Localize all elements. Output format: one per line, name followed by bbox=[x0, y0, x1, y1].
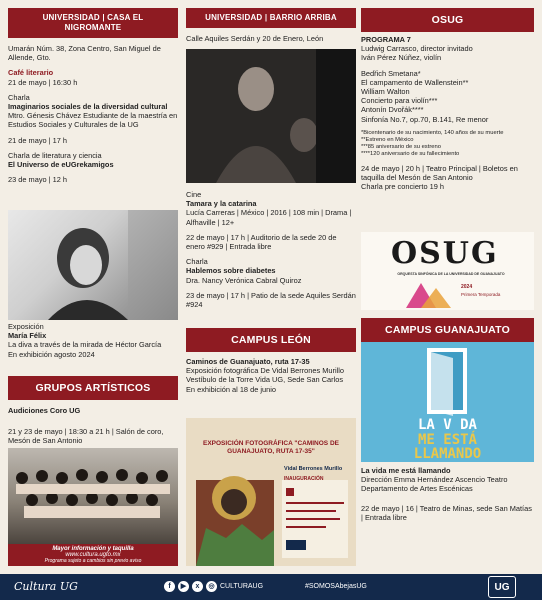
footer-bar bbox=[0, 574, 542, 600]
event-title: Audiciones Coro UG bbox=[8, 406, 81, 415]
film-title: Tamara y la catarina bbox=[186, 199, 257, 209]
osug-logo-banner bbox=[361, 232, 534, 310]
event-date: 23 de mayo | 12 h bbox=[8, 175, 68, 185]
event-date: 21 de mayo | 17 h bbox=[8, 135, 68, 145]
event-date: 21 y 23 de mayo | 18:30 a 21 h | Salón de coro, Mesón de San Antonio bbox=[8, 427, 164, 446]
poster-title-line: LLAMANDO bbox=[413, 446, 482, 462]
play-block bbox=[361, 466, 534, 522]
poster-title bbox=[361, 418, 534, 432]
program-work: William Walton bbox=[361, 87, 410, 97]
choir-caption-bar bbox=[8, 544, 178, 566]
program-title: PROGRAMA 7 bbox=[361, 35, 411, 44]
section-header: UNIVERSIDAD | CASA EL NIGROMANTE bbox=[8, 8, 178, 38]
section-header: UNIVERSIDAD | BARRIO ARRIBA bbox=[186, 8, 356, 28]
program-work: Bedřich Smetana* bbox=[361, 68, 421, 78]
event-description: Mtro. Génesis Chávez Estudiante de la maestría en Estudios Sociales y Culturales de la UG bbox=[8, 111, 178, 130]
event-title: El Universo de eUGrekamigos bbox=[8, 160, 114, 170]
facebook-icon[interactable]: f bbox=[164, 581, 175, 592]
instagram-icon[interactable]: ◎ bbox=[206, 581, 217, 592]
event-kind: Charla de literatura y ciencia bbox=[8, 150, 102, 160]
youtube-icon[interactable]: ▶ bbox=[178, 581, 189, 592]
play-date: 22 de mayo | 16 | Teatro de Minas, sede San Matías | Entrada libre bbox=[361, 503, 532, 522]
ug-logo[interactable]: UG bbox=[488, 576, 516, 598]
poster-title: EXPOSICIÓN FOTOGRÁFICA "CAMINOS DE GUANAJUATO, RUTA 17-35" bbox=[203, 440, 339, 455]
exhibition-title: María Félix bbox=[8, 331, 47, 341]
exhibition-description: Exposición fotográfica De Vidal Berrones Murillo Vestíbulo de la Torre Vida UG, Sede San Carlos bbox=[186, 366, 345, 385]
talk-title: Hablemos sobre diabetes bbox=[186, 266, 276, 276]
event-title: Café literario bbox=[8, 68, 54, 78]
film-date: 22 de mayo | 17 h | Auditorio de la sede 20 de enero #929 | Entrada libre bbox=[186, 232, 337, 252]
address: Umarán Núm. 38, Zona Centro, San Miguel de Allende, Gto. bbox=[8, 44, 161, 63]
exhibition-title: Caminos de Guanajuato, ruta 17-35 bbox=[186, 357, 310, 366]
exhibition-description: La diva a través de la mirada de Héctor García bbox=[8, 340, 162, 350]
film-block bbox=[186, 190, 356, 309]
campus-guanajuato-section bbox=[361, 318, 534, 342]
column-nigromante bbox=[8, 8, 178, 184]
choir-photo bbox=[8, 448, 178, 566]
cultura-ug-logo[interactable]: Cultura UG bbox=[14, 580, 78, 593]
caminos-poster bbox=[186, 418, 356, 566]
note: *Bicentenario de su nacimiento, 140 años de su muerte bbox=[361, 129, 504, 136]
event-date: 21 de mayo | 16:30 h bbox=[8, 77, 78, 87]
poster-title-line: ME ESTÁ bbox=[417, 432, 477, 448]
exhibition-kind: Exposición bbox=[8, 322, 44, 331]
campus-leon-section bbox=[186, 328, 356, 394]
section-header: CAMPUS GUANAJUATO bbox=[361, 318, 534, 342]
film-still-photo bbox=[186, 49, 356, 183]
program-work: Antonín Dvořák**** bbox=[361, 105, 424, 115]
program-performer: Ludwig Carrasco, director invitado bbox=[361, 44, 473, 54]
talk-kind: Charla bbox=[186, 257, 208, 267]
social-handle: CULTURAUG bbox=[220, 583, 264, 590]
film-description: Lucía Carreras | México | 2016 | 108 min | Drama | Alfhaville | 12+ bbox=[186, 208, 352, 227]
grupos-section bbox=[8, 376, 178, 446]
concert-date: 24 de mayo | 20 h | Teatro Principal | Boletos en taquilla del Mesón de San Antonio bbox=[361, 163, 518, 183]
osug-season: Primera Temporada bbox=[461, 292, 501, 297]
section-header: OSUG bbox=[361, 8, 534, 32]
social-links bbox=[164, 581, 263, 592]
play-description: Dirección Emma Hernández Ascencio Teatro Departamento de Artes Escénicas bbox=[361, 475, 508, 494]
osug-logo: OSUG bbox=[391, 236, 499, 271]
note: **Estreno en México bbox=[361, 136, 414, 143]
event-kind: Charla bbox=[8, 92, 30, 102]
column-barrio-arriba bbox=[186, 8, 356, 43]
note: ***85 aniversario de su estreno bbox=[361, 143, 441, 150]
hashtag: #SOMOSAbejasUG bbox=[305, 583, 367, 590]
poster-inauguration: INAUGURACIÓN bbox=[284, 476, 324, 482]
note: ****120 aniversario de su fallecimiento bbox=[361, 150, 460, 157]
osug-year: 2024 bbox=[461, 284, 473, 290]
poster-title-line: LA V DA bbox=[417, 417, 477, 433]
play-title: La vida me está llamando bbox=[361, 466, 451, 475]
play-poster bbox=[361, 342, 534, 462]
program-performer: Iván Pérez Núñez, violín bbox=[361, 53, 442, 63]
event-title: Imaginarios sociales de la diversidad cultural bbox=[8, 102, 168, 112]
film-kind: Cine bbox=[186, 190, 202, 199]
x-icon[interactable]: x bbox=[192, 581, 203, 592]
program-work: El campamento de Wallenstein** bbox=[361, 77, 469, 87]
section-header: CAMPUS LEÓN bbox=[186, 328, 356, 352]
exhibition-block bbox=[8, 322, 178, 359]
exhibition-date: En exhibición agosto 2024 bbox=[8, 349, 95, 359]
program-work: Concierto para violín*** bbox=[361, 96, 438, 106]
choir-caption: Mayor información y taquilla bbox=[52, 546, 134, 552]
talk-date: 23 de mayo | 17 h | Patio de la sede Aquiles Serdán #924 bbox=[186, 290, 356, 310]
poster-author: Vidal Berrones Murillo bbox=[284, 466, 343, 472]
address: Calle Aquiles Serdán y 20 de Enero, León bbox=[186, 34, 324, 43]
choir-link[interactable]: www.cultura.ugto.mx bbox=[65, 552, 121, 558]
program-work: Sinfonía No.7, op.70, B.141, Re menor bbox=[361, 114, 489, 124]
program-notes bbox=[361, 130, 534, 158]
column-osug bbox=[361, 8, 534, 191]
talk-description: Dra. Nancy Verónica Cabral Quiroz bbox=[186, 275, 302, 285]
section-header: GRUPOS ARTÍSTICOS bbox=[8, 376, 178, 400]
maria-felix-photo bbox=[8, 210, 178, 320]
osug-subtitle: ORQUESTA SINFÓNICA DE LA UNIVERSIDAD DE GUANAJUATO bbox=[397, 272, 505, 276]
exhibition-date: En exhibición al 18 de junio bbox=[186, 384, 276, 394]
choir-note: Programa sujeto a cambios sin previo aviso bbox=[44, 558, 142, 564]
pre-concert-talk: Charla pre concierto 19 h bbox=[361, 182, 444, 192]
